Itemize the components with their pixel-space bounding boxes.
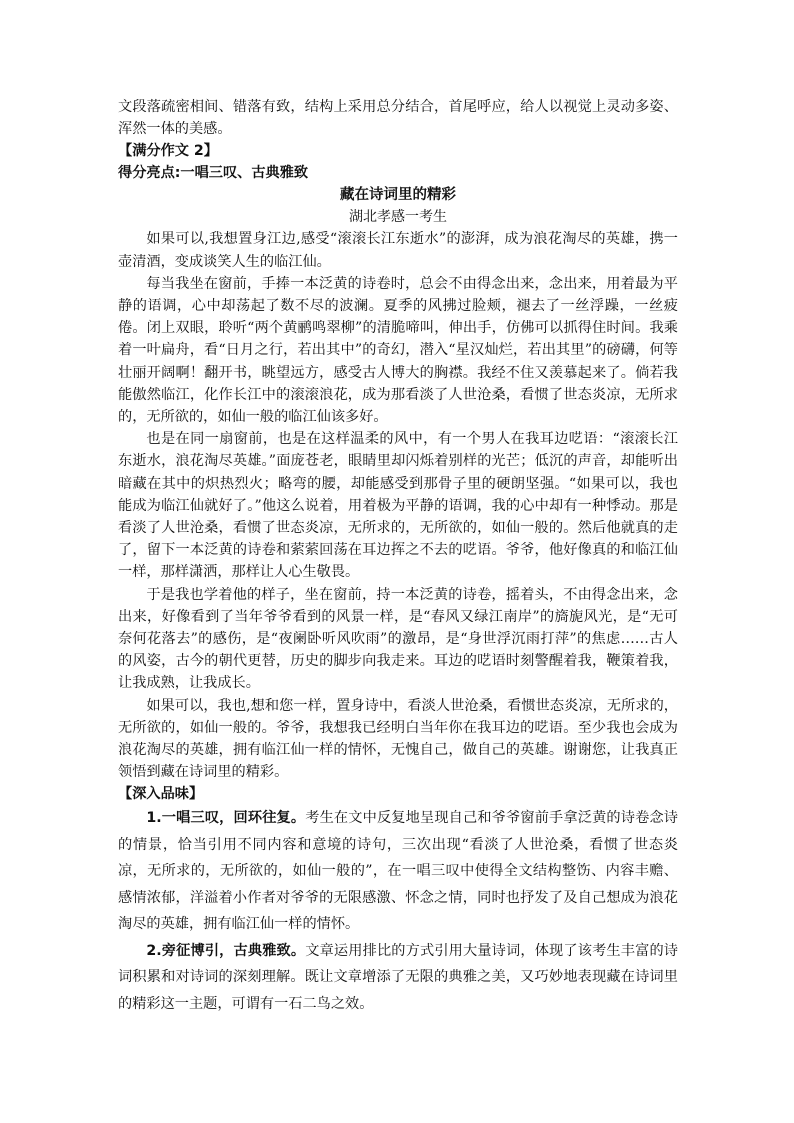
essay-paragraph: 也是在同一扇窗前，也是在这样温柔的风中，有一个男人在我耳边呓语：“滚滚长江东逝水，浪花淘尽英雄。”面庞苍老，眼睛里却闪烁着别样的光芒；低沉的声音，却能听出暗藏在其中的炽热烈火；略弯的腰，却能感受到那骨子里的硬朗坚强。“如果可以，我也能成为临江仙就好了。”他这么说着，用着极为平静的语调，我的心中却有一种悸动。那是看淡了人世沧桑，看惯了世态炎凉，无所求的，无所欲的，如仙一般的。然后他就真的走了，留下一本泛黄的诗卷和萦萦回荡在耳边挥之不去的呓语。爷爷，他好像真的和临江仙一样，那样潇洒，那样让人心生敬畏。 <box>118 431 678 581</box>
comment-paragraph <box>118 938 678 1018</box>
essay-paragraph: 于是我也学着他的样子，坐在窗前，持一本泛黄的诗卷，摇着头，不由得念出来，念出来，好像看到了当年爷爷看到的风景一样，是“春风又绿江南岸”的旖旎风光，是“无可奈何花落去”的感伤，是“夜阑卧听风吹雨”的激昂，是“身世浮沉雨打萍”的焦虑……古人的风姿，古今的朝代更替，历史的脚步向我走来。耳边的呓语时刻警醒着我，鞭策着我，让我成熟，让我成长。 <box>118 586 678 692</box>
comment-lead: 2.旁征博引，古典雅致。 <box>146 942 306 959</box>
essay-paragraph: 每当我坐在窗前，手捧一本泛黄的诗卷时，总会不由得念出来，念出来，用着最为平静的语调，心中却荡起了数不尽的波澜。夏季的风拂过脸颊，褪去了一丝浮躁，一丝疲倦。闭上双眼，聆听“两个黄鹂鸣翠柳”的清脆啼叫，伸出手，仿佛可以抓得住时间。我乘着一叶扁舟，看“日月之行，若出其中”的奇幻，潜入“星汉灿烂，若出其里”的磅礴，何等壮丽开阔啊！翻开书，眺望远方，感受古人博大的胸襟。我经不住又羡慕起来了。倘若我能傲然临江，化作长江中的滚滚浪花，成为那看淡了人世沧桑，看惯了世态炎凉，无所求的，无所欲的，如仙一般的临江仙该多好。 <box>118 275 678 426</box>
comment-text: 文章运用排比的方式引用大量诗词，体现了该考生丰富的诗词积累和对诗词的深刻理解。既让文章增添了无限的典雅之美，又巧妙地表现藏在诗词里的精彩这一主题，可谓有一石二鸟之效。 <box>118 942 678 1012</box>
document-page <box>118 96 678 1017</box>
comment-paragraph <box>118 805 678 938</box>
comment-lead: 1.一唱三叹，回环往复。 <box>146 810 306 827</box>
intro-paragraph: 文段落疏密相间、错落有致，结构上采用总分结合，首尾呼应，给人以视觉上灵动多姿、浑然一体的美感。 <box>118 99 678 138</box>
essay-paragraph: 如果可以，我也,想和您一样，置身诗中，看淡人世沧桑，看惯世态炎凉，无所求的，无所欲的，如仙一般的。爷爷，我想我已经明白当年你在我耳边的呓语。至少我也会成为浪花淘尽的英雄，拥有临江仙一样的情怀，无愧自己，做自己的英雄。谢谢您，让我真正领悟到藏在诗词里的精彩。 <box>118 697 678 781</box>
highlight-line: 得分亮点:一唱三叹、古典雅致 <box>118 165 309 182</box>
section-label: 【满分作文 2】 <box>118 143 218 160</box>
essay-author: 湖北孝感一考生 <box>349 209 447 226</box>
essay-title: 藏在诗词里的精彩 <box>340 187 456 204</box>
essay-paragraph: 如果可以,我想置身江边,感受“滚滚长江东逝水”的澎湃，成为浪花淘尽的英雄，携一壶清酒，变成谈笑人生的临江仙。 <box>118 231 678 270</box>
essay-body <box>118 228 678 783</box>
review-comments <box>118 805 678 1017</box>
review-label: 【深入品味】 <box>118 786 204 803</box>
comment-text: 考生在文中反复地呈现自己和爷爷窗前手拿泛黄的诗卷念诗的情景，恰当引用不同内容和意境的诗句，三次出现“看淡了人世沧桑，看惯了世态炎凉，无所求的，无所欲的，如仙一般的”，在一唱三叹中使得全文结构整饬、内容丰赡、感情浓郁，洋溢着小作者对爷爷的无限感激、怀念之情，同时也抒发了及自己想成为浪花淘尽的英雄，拥有临江仙一样的情怀。 <box>118 810 678 933</box>
